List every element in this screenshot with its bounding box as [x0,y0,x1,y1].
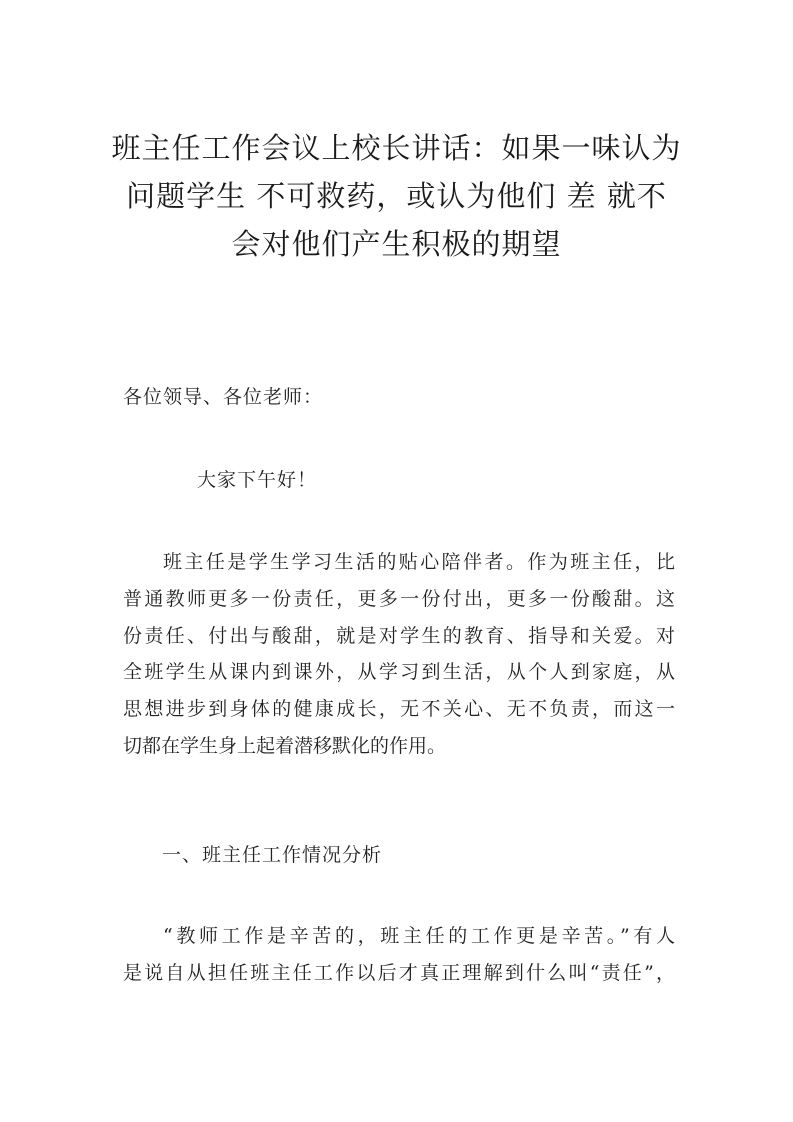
paragraph-1-line: 份责任、付出与酸甜，就是对学生的教育、指导和关爱。对 [123,624,675,647]
paragraph-1-line: 切都在学生身上起着潜移默化的作用。 [123,734,447,757]
section-heading: 一、班主任工作情况分析 [162,844,383,866]
paragraph-1-line: 班主任是学生学习生活的贴心陪伴者。作为班主任，比 [163,551,675,573]
paragraph-2-line: 是说自从担任班主任工作以后才真正理解到什么叫“责任”， [123,961,675,984]
title-line-3: 会对他们产生积极的期望 [231,227,562,261]
paragraph-1 [123,544,675,765]
salutation: 各位领导、各位老师： [123,386,324,408]
paragraph-1-line: 普通教师更多一份责任，更多一份付出，更多一份酸甜。这 [123,587,675,610]
greeting: 大家下午好！ [197,469,318,491]
document-title [110,124,683,268]
paragraph-1-line: 思想进步到身体的健康成长，无不关心、无不负责，而这一 [123,698,675,721]
paragraph-2 [123,918,675,992]
paragraph-1-line: 全班学生从课内到课外，从学习到生活，从个人到家庭，从 [123,661,675,684]
title-line-2: 问题学生 不可救药，或认为他们 差 就不 [126,179,667,213]
paragraph-2-line: “教师工作是辛苦的，班主任的工作更是辛苦。”有人 [163,925,675,947]
title-line-1: 班主任工作会议上校长讲话：如果一味认为 [111,131,682,165]
